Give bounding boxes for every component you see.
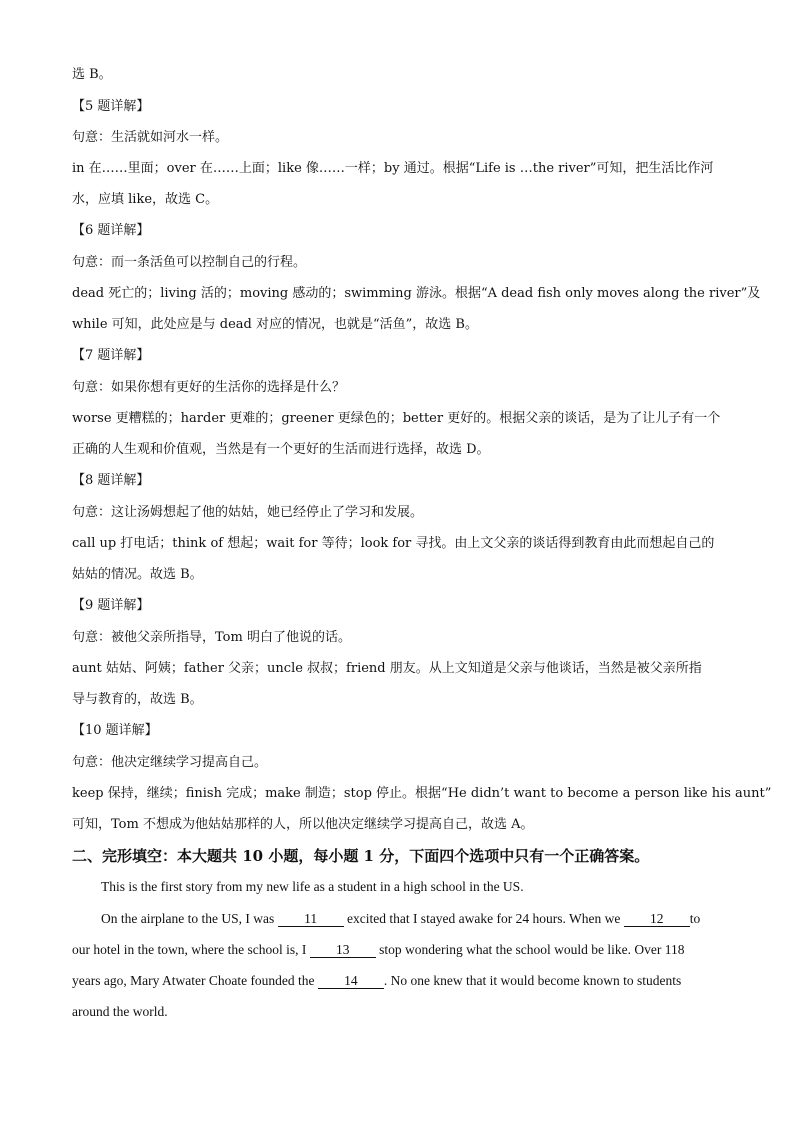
answer-line: 句意：他决定继续学习提高自己。 xyxy=(72,755,268,770)
answer-line: aunt 姑姑、阿姨；father 父亲；uncle 叔叔；friend 朋友。从上文知道是父亲与他谈话，当然是被父亲所指 xyxy=(72,661,702,676)
answer-line: 句意：而一条活鱼可以控制自己的行程。 xyxy=(72,255,307,270)
answer-line: 句意：生活就如河水一样。 xyxy=(72,130,229,145)
question-header-6: 【6 题详解】 xyxy=(72,223,150,238)
answer-line: 句意：这让汤姆想起了他的姑姑，她已经停止了学习和发展。 xyxy=(72,505,424,520)
blank-11[interactable]: 11 xyxy=(278,912,344,927)
passage-text: to xyxy=(689,911,701,926)
question-header-8: 【8 题详解】 xyxy=(72,473,150,488)
passage-line: around the world. xyxy=(72,1004,168,1019)
answer-line: 导与教育的，故选 B。 xyxy=(72,692,203,707)
passage-text: . No one knew that it would become known to students xyxy=(383,973,682,988)
answer-line: in 在……里面；over 在……上面；like 像……一样；by 通过。根据“Life is …the river”可知，把生活比作河 xyxy=(72,161,714,176)
answer-line: dead 死亡的；living 活的；moving 感动的；swimming 游泳。根据“A dead fish only moves along the river”及 xyxy=(72,286,761,301)
passage-paragraph-1: This is the first story from my new life as a student in a high school in the US. xyxy=(101,879,524,894)
answer-line: 水，应填 like，故选 C。 xyxy=(72,192,219,207)
answer-line: call up 打电话；think of 想起；wait for 等待；look for 寻找。由上文父亲的谈话得到教育由此而想起自己的 xyxy=(72,536,715,551)
question-header-5: 【5 题详解】 xyxy=(72,99,150,114)
passage-text: our hotel in the town, where the school is, I xyxy=(72,942,307,957)
answer-line: 正确的人生观和价值观，当然是有一个更好的生活而进行选择，故选 D。 xyxy=(72,442,490,457)
question-header-10: 【10 题详解】 xyxy=(72,723,158,738)
answer-line: 可知，Tom 不想成为他姑姑那样的人，所以他决定继续学习提高自己，故选 A。 xyxy=(72,817,534,832)
answer-line: 句意：如果你想有更好的生活你的选择是什么？ xyxy=(72,380,346,395)
passage-text: years ago, Mary Atwater Choate founded the xyxy=(72,973,315,988)
blank-12[interactable]: 12 xyxy=(624,912,690,927)
passage-text: stop wondering what the school would be like. Over 118 xyxy=(379,942,685,957)
passage-line xyxy=(72,941,724,959)
passage-text: excited that I stayed awake for 24 hours. When we xyxy=(346,911,621,926)
blank-13[interactable]: 13 xyxy=(310,943,376,958)
answer-line: keep 保持，继续；finish 完成；make 制造；stop 停止。根据“He didn’t want to become a person like his aunt” xyxy=(72,786,772,801)
passage-line xyxy=(72,972,724,990)
answer-line: 句意：被他父亲所指导，Tom 明白了他说的话。 xyxy=(72,630,351,645)
passage-line xyxy=(101,910,724,928)
question-header-7: 【7 题详解】 xyxy=(72,348,150,363)
section-heading: 二、完形填空：本大题共 10 小题，每小题 1 分，下面四个选项中只有一个正确答案。 xyxy=(72,847,650,865)
question-header-9: 【9 题详解】 xyxy=(72,598,150,613)
answer-line: 选 B。 xyxy=(72,67,112,82)
answer-line: 姑姑的情况。故选 B。 xyxy=(72,567,203,582)
passage-text: On the airplane to the US, I was xyxy=(101,911,275,926)
answer-line: worse 更糟糕的；harder 更难的；greener 更绿色的；better 更好的。根据父亲的谈话，是为了让儿子有一个 xyxy=(72,411,721,426)
blank-14[interactable]: 14 xyxy=(318,974,384,989)
answer-line: while 可知，此处应是与 dead 对应的情况，也就是“活鱼”，故选 B。 xyxy=(72,317,478,332)
